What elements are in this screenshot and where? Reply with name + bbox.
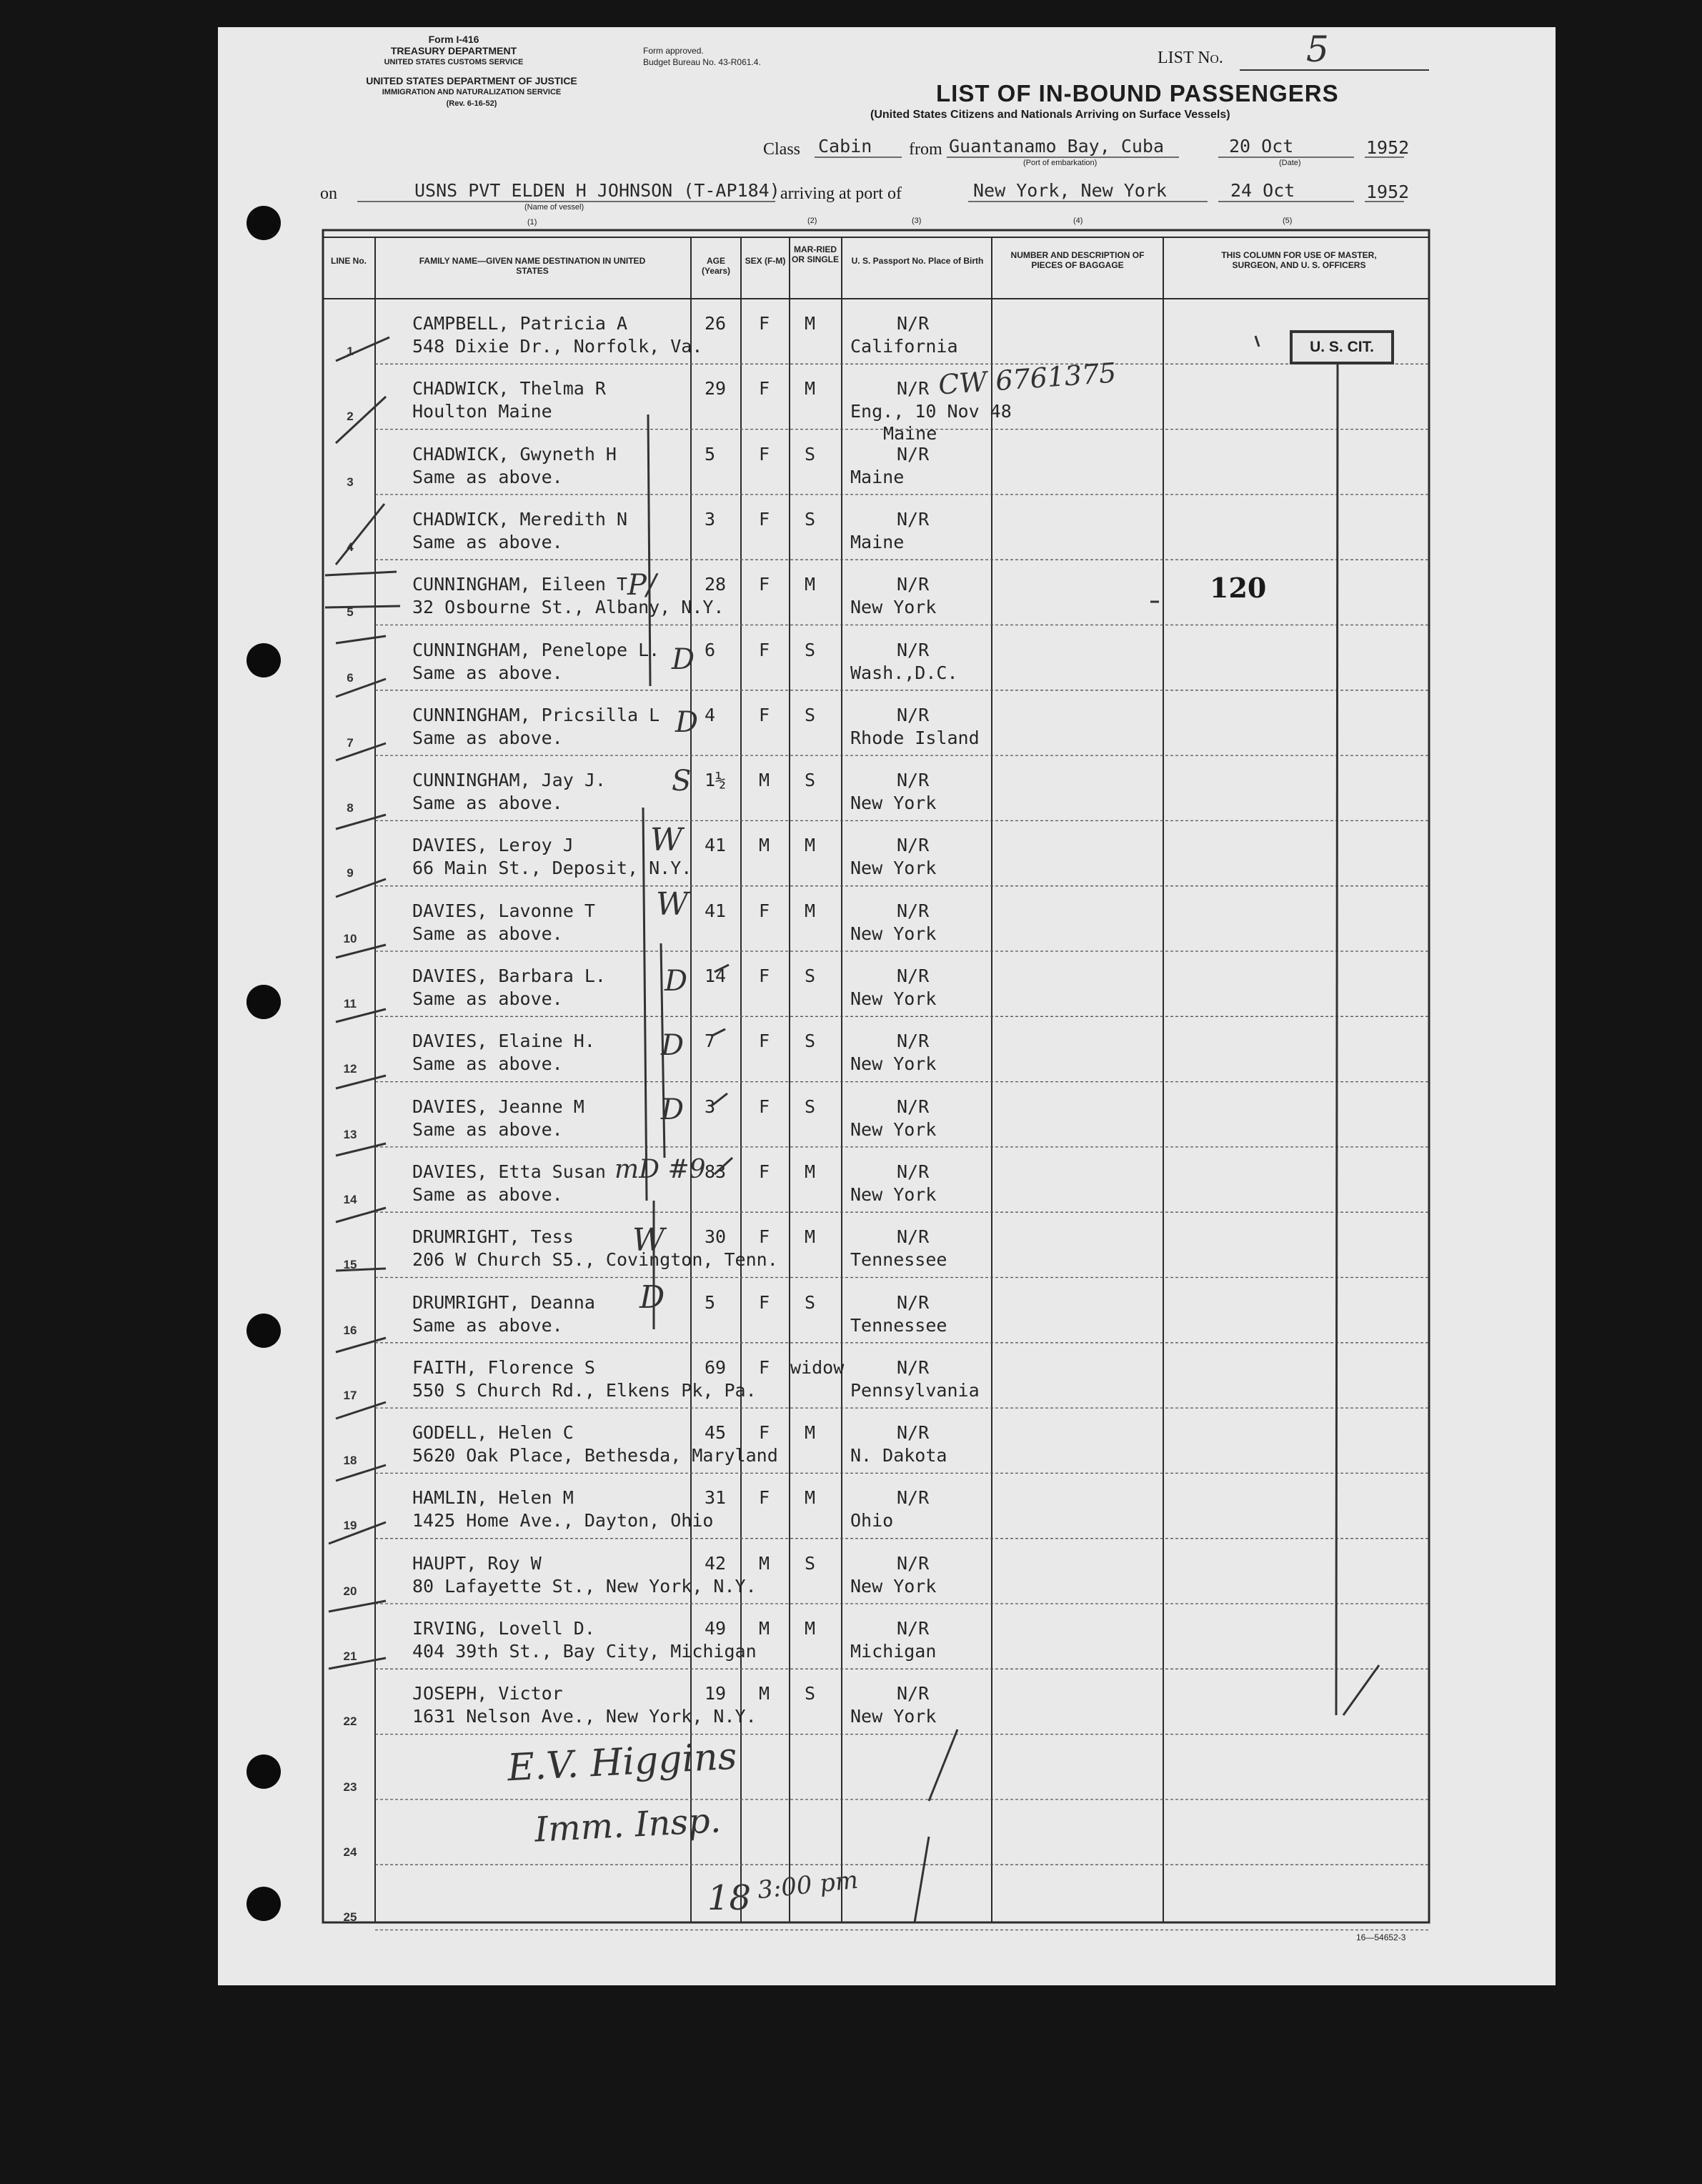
hw-mark: D (665, 965, 688, 998)
justice-dept: UNITED STATES DEPARTMENT OF JUSTICE (366, 75, 577, 86)
col-header-line-no: LINE No. (331, 256, 367, 266)
arrival-port: New York, New York (973, 180, 1167, 201)
passport-number: N/R (897, 1031, 930, 1052)
passenger-marital-status: M (805, 1226, 816, 1248)
passenger-marital-status: M (805, 1161, 816, 1182)
passport-number-note: CW 6761375 (937, 357, 1118, 401)
from-label: from (909, 140, 942, 159)
passenger-destination: 206 W Church S5., Covington, Tenn. (412, 1249, 778, 1271)
passenger-age: 49 (705, 1618, 727, 1639)
revision-date: (Rev. 6-16-52) (446, 99, 497, 108)
col-num-5: (5) (1283, 217, 1293, 225)
passport-number: N/R (897, 443, 930, 465)
line-number: 23 (343, 1780, 357, 1794)
passenger-age: 6 (705, 639, 716, 660)
arriving-label: arriving at port of (780, 184, 902, 203)
passenger-name: CHADWICK, Thelma R (412, 378, 606, 399)
passport-number: N/R (897, 574, 930, 595)
passenger-age: 31 (705, 1487, 727, 1509)
passport-number: N/R (897, 1618, 930, 1639)
passenger-destination: Same as above. (412, 1118, 563, 1140)
passenger-name: HAMLIN, Helen M (412, 1487, 574, 1509)
passenger-sex: F (759, 1487, 770, 1509)
passenger-sex: F (759, 966, 770, 986)
passenger-destination: Same as above. (412, 988, 563, 1009)
passport-number: N/R (897, 1096, 930, 1117)
passenger-name: DAVIES, Barbara L. (412, 966, 606, 986)
passenger-sex: F (759, 508, 770, 530)
line-number: 10 (343, 931, 357, 945)
passenger-age: 26 (705, 313, 727, 334)
line-number: 15 (343, 1258, 357, 1272)
passenger-name: DRUMRIGHT, Tess (412, 1226, 574, 1248)
class-label: Class (763, 140, 801, 159)
passenger-destination: Same as above. (412, 1183, 563, 1205)
line-number: 12 (343, 1062, 357, 1076)
passenger-marital-status: M (805, 378, 816, 399)
passenger-age: 69 (705, 1356, 727, 1378)
passenger-name: CUNNINGHAM, Eileen T (412, 574, 628, 595)
vessel-name: USNS PVT ELDEN H JOHNSON (T-AP184) (414, 180, 780, 201)
passenger-age: 14 (705, 966, 727, 986)
hw-mark: W (632, 1222, 665, 1259)
passenger-marital-status: S (805, 443, 816, 465)
embark-note: (Port of embarkation) (1023, 159, 1098, 167)
time-annotation: 3:00 pm (756, 1865, 860, 1905)
passenger-destination: 1631 Nelson Ave., New York, N.Y. (412, 1706, 757, 1727)
passenger-marital-status: S (805, 639, 816, 660)
passenger-marital-status: S (805, 1683, 816, 1704)
passenger-sex: F (759, 574, 770, 595)
passenger-age: 1½ (705, 770, 727, 791)
line-number: 2 (347, 409, 354, 424)
col-num-4: (4) (1073, 217, 1083, 225)
passenger-sex: F (759, 378, 770, 399)
passenger-marital-status: M (805, 1618, 816, 1639)
passenger-sex: F (759, 1031, 770, 1052)
from-value: Guantanamo Bay, Cuba (949, 136, 1165, 157)
passenger-age: 19 (705, 1683, 727, 1704)
line-number: 9 (347, 866, 354, 880)
line-number: 11 (344, 997, 357, 1011)
place-of-birth: Michigan (850, 1641, 937, 1662)
passenger-marital-status: S (805, 1031, 816, 1052)
passenger-sex: F (759, 1422, 770, 1444)
passenger-destination: Same as above. (412, 923, 563, 944)
on-label: on (320, 184, 337, 203)
inspector-signature: E.V. Higgins (506, 1734, 738, 1790)
line-number: 20 (343, 1584, 357, 1598)
place-of-birth: New York (850, 1183, 937, 1205)
passenger-age: 41 (705, 900, 727, 921)
passport-number: N/R (897, 835, 930, 856)
passenger-name: CUNNINGHAM, Jay J. (412, 770, 606, 791)
hw-mark: W (650, 822, 683, 858)
form-number: Form I-416 (428, 34, 479, 45)
line-number: 4 (347, 540, 354, 554)
budget-bureau: Budget Bureau No. 43-R061.4. (643, 57, 761, 67)
passenger-sex: F (759, 639, 770, 660)
col-num-3: (3) (912, 217, 922, 225)
departure-year: 1952 (1366, 137, 1410, 158)
arrival-date: 24 Oct (1230, 180, 1295, 201)
passport-number: N/R (897, 508, 930, 530)
hw-mark: P/ (627, 569, 657, 602)
passenger-sex: M (759, 770, 770, 791)
passenger-sex: F (759, 704, 770, 725)
passenger-age: 42 (705, 1552, 727, 1574)
line-number: 22 (343, 1714, 357, 1729)
place-of-birth: California (850, 336, 958, 357)
passenger-sex: F (759, 1226, 770, 1248)
passenger-age: 7 (705, 1031, 716, 1052)
place-of-birth: New York (850, 1706, 937, 1727)
passenger-age: 45 (705, 1422, 727, 1444)
line-number: 6 (347, 670, 354, 685)
passenger-name: DAVIES, Elaine H. (412, 1031, 595, 1052)
place-of-birth: N. Dakota (850, 1445, 947, 1466)
place-of-birth: Pennsylvania (850, 1379, 980, 1401)
ins-service: IMMIGRATION AND NATURALIZATION SERVICE (382, 88, 562, 96)
passenger-name: CUNNINGHAM, Pricsilla L (412, 704, 660, 725)
passenger-marital-status: S (805, 1291, 816, 1313)
hw-mark: mD #9 (614, 1155, 706, 1184)
hw-mark: D (672, 643, 695, 676)
passenger-destination: 548 Dixie Dr., Norfolk, Va. (412, 336, 703, 357)
passenger-destination: 80 Lafayette St., New York, N.Y. (412, 1575, 757, 1597)
place-of-birth: New York (850, 858, 937, 879)
line-number: 19 (343, 1519, 357, 1533)
passport-number: N/R (897, 966, 930, 986)
passport-number: N/R (897, 1226, 930, 1248)
passenger-destination: 32 Osbourne St., Albany, N.Y. (412, 597, 725, 618)
passenger-destination: Same as above. (412, 1053, 563, 1075)
place-of-birth: New York (850, 988, 937, 1009)
place-of-birth: Rhode Island (850, 727, 980, 748)
passenger-sex: F (759, 313, 770, 334)
passenger-sex: F (759, 443, 770, 465)
place-of-birth: Maine (850, 531, 905, 552)
passenger-destination: Same as above. (412, 727, 563, 748)
passport-number: N/R (897, 313, 930, 334)
place-of-birth: Tennessee (850, 1249, 947, 1271)
place-of-birth: New York (850, 1575, 937, 1597)
col-header-baggage: NUMBER AND DESCRIPTION OF PIECES OF BAGGAGE (1010, 250, 1145, 270)
passenger-destination: 5620 Oak Place, Bethesda, Maryland (412, 1445, 778, 1466)
passenger-age: 41 (705, 835, 727, 856)
passenger-destination: Same as above. (412, 1314, 563, 1336)
passenger-name: JOSEPH, Victor (412, 1683, 563, 1704)
passenger-age: 5 (705, 443, 716, 465)
passenger-name: CHADWICK, Meredith N (412, 508, 628, 530)
footer-code: 16—54652-3 (1356, 1932, 1406, 1942)
list-no-label: LIST No. (1158, 49, 1223, 67)
passenger-age: 3 (705, 508, 716, 530)
total-annotation: 18 (707, 1878, 752, 1918)
line-number: 18 (343, 1454, 357, 1468)
place-of-birth: New York (850, 923, 937, 944)
passport-number: N/R (897, 1422, 930, 1444)
col-header-officers: THIS COLUMN FOR USE OF MASTER, SURGEON, AND U. S. OFFICERS (1221, 250, 1377, 270)
place-of-birth: Eng., 10 Nov 48 (850, 401, 1012, 422)
passport-number: N/R (897, 1487, 930, 1509)
hw-mark: S (672, 765, 692, 798)
departure-date: 20 Oct (1229, 136, 1294, 157)
passenger-marital-status: M (805, 1487, 816, 1509)
vessel-note: (Name of vessel) (524, 203, 584, 212)
passenger-marital-status: S (805, 966, 816, 986)
passenger-destination: 550 S Church Rd., Elkens Pk, Pa. (412, 1379, 757, 1401)
passport-number: N/R (897, 1291, 930, 1313)
place-of-birth: Wash.,D.C. (850, 662, 958, 683)
passenger-age: 4 (705, 704, 716, 725)
col-header-age: AGE (Years) (701, 256, 731, 276)
place-of-birth: Maine (850, 466, 905, 487)
place-of-birth: New York (850, 793, 937, 814)
passenger-destination: Same as above. (412, 793, 563, 814)
inspector-title: Imm. Insp. (533, 1800, 722, 1850)
passport-number: N/R (897, 704, 930, 725)
line-number: 21 (343, 1649, 357, 1663)
passenger-name: IRVING, Lovell D. (412, 1618, 595, 1639)
passenger-destination: Houlton Maine (412, 401, 552, 422)
passenger-name: DAVIES, Lavonne T (412, 900, 595, 921)
form-subtitle: (United States Citizens and Nationals Arriving on Surface Vessels) (870, 109, 1230, 121)
passenger-name: CUNNINGHAM, Penelope L. (412, 639, 660, 660)
hw-mark: D (675, 706, 699, 739)
passport-number: N/R (897, 639, 930, 660)
passenger-sex: F (759, 1291, 770, 1313)
list-no-value: 5 (1306, 29, 1329, 70)
passenger-destination: 66 Main St., Deposit, N.Y. (412, 858, 692, 879)
col-header-sex: SEX (F-M) (745, 256, 786, 266)
passenger-marital-status: M (805, 313, 816, 334)
line-number: 7 (347, 735, 354, 750)
line-number: 13 (343, 1127, 357, 1141)
passenger-sex: F (759, 1096, 770, 1117)
col-num-1: (1) (527, 218, 537, 227)
passport-number: N/R (897, 770, 930, 791)
passenger-marital-status: M (805, 900, 816, 921)
passenger-age: 5 (705, 1291, 716, 1313)
place-of-birth: New York (850, 1118, 937, 1140)
place-of-birth: Ohio (850, 1510, 894, 1532)
passenger-marital-status: S (805, 770, 816, 791)
passenger-marital-status: M (805, 835, 816, 856)
passport-number: N/R (897, 1552, 930, 1574)
passport-number: N/R (897, 1161, 930, 1182)
birth-extra-note: Maine (883, 423, 937, 444)
line-number: 16 (343, 1323, 357, 1337)
passenger-age: 83 (705, 1161, 727, 1182)
place-of-birth: New York (850, 1053, 937, 1075)
passenger-sex: F (759, 1161, 770, 1182)
passport-number: N/R (897, 1356, 930, 1378)
place-of-birth: New York (850, 597, 937, 618)
passenger-marital-status: M (805, 574, 816, 595)
passenger-sex: M (759, 1683, 770, 1704)
hw-mark: W (656, 886, 689, 923)
line-number: 24 (343, 1845, 357, 1859)
passenger-name: CAMPBELL, Patricia A (412, 313, 628, 334)
passenger-name: DAVIES, Leroy J (412, 835, 574, 856)
form-approved: Form approved. (643, 46, 704, 56)
line-number: 17 (343, 1388, 357, 1402)
class-value: Cabin (818, 136, 872, 157)
passenger-age: 30 (705, 1226, 727, 1248)
passport-number: N/R (897, 378, 930, 399)
arrival-year: 1952 (1366, 182, 1410, 202)
hw-mark: D (661, 1029, 685, 1062)
line-number: 5 (347, 605, 354, 620)
passport-number: N/R (897, 1683, 930, 1704)
passenger-marital-status: M (805, 1422, 816, 1444)
passenger-name: DAVIES, Etta Susan (412, 1161, 606, 1182)
form-title: LIST OF IN-BOUND PASSENGERS (936, 80, 1339, 106)
customs-service: UNITED STATES CUSTOMS SERVICE (384, 58, 524, 66)
passenger-sex: M (759, 835, 770, 856)
place-of-birth: Tennessee (850, 1314, 947, 1336)
passenger-age: 28 (705, 574, 727, 595)
passenger-destination: Same as above. (412, 466, 563, 487)
passenger-age: 3 (705, 1096, 716, 1117)
passenger-name: CHADWICK, Gwyneth H (412, 443, 617, 465)
treasury-dept: TREASURY DEPARTMENT (390, 45, 517, 56)
passport-number: N/R (897, 900, 930, 921)
passenger-destination: Same as above. (412, 531, 563, 552)
passenger-marital-status: S (805, 1552, 816, 1574)
line-number: 1 (347, 344, 354, 358)
passenger-age: 29 (705, 378, 727, 399)
passenger-marital-status: S (805, 508, 816, 530)
passenger-name: DRUMRIGHT, Deanna (412, 1291, 595, 1313)
count-annotation: 120 (1210, 572, 1267, 604)
line-number: 14 (343, 1192, 357, 1206)
line-number: 3 (347, 475, 354, 489)
hw-mark: D (661, 1093, 685, 1126)
date-note: (Date) (1279, 159, 1301, 167)
passenger-name: DAVIES, Jeanne M (412, 1096, 584, 1117)
passenger-marital-status: widow (790, 1356, 845, 1378)
passenger-name: FAITH, Florence S (412, 1356, 595, 1378)
passenger-destination: 404 39th St., Bay City, Michigan (412, 1641, 757, 1662)
col-header-name: FAMILY NAME—GIVEN NAME DESTINATION IN UNITED STATES (419, 256, 646, 276)
us-citizen-stamp: U. S. CIT. (1290, 330, 1394, 364)
passenger-sex: M (759, 1618, 770, 1639)
col-header-passport: U. S. Passport No. Place of Birth (851, 256, 984, 266)
line-number: 25 (343, 1910, 357, 1925)
passenger-name: HAUPT, Roy W (412, 1552, 542, 1574)
passenger-destination: Same as above. (412, 662, 563, 683)
passenger-name: GODELL, Helen C (412, 1422, 574, 1444)
passenger-marital-status: S (805, 1096, 816, 1117)
passenger-destination: 1425 Home Ave., Dayton, Ohio (412, 1510, 714, 1532)
col-num-2: (2) (807, 217, 817, 225)
passenger-sex: F (759, 900, 770, 921)
passenger-sex: M (759, 1552, 770, 1574)
passenger-marital-status: S (805, 704, 816, 725)
passenger-sex: F (759, 1356, 770, 1378)
line-number: 8 (347, 801, 354, 815)
col-header-married: MAR-RIED OR SINGLE (792, 244, 840, 264)
hw-mark: D (640, 1279, 665, 1316)
